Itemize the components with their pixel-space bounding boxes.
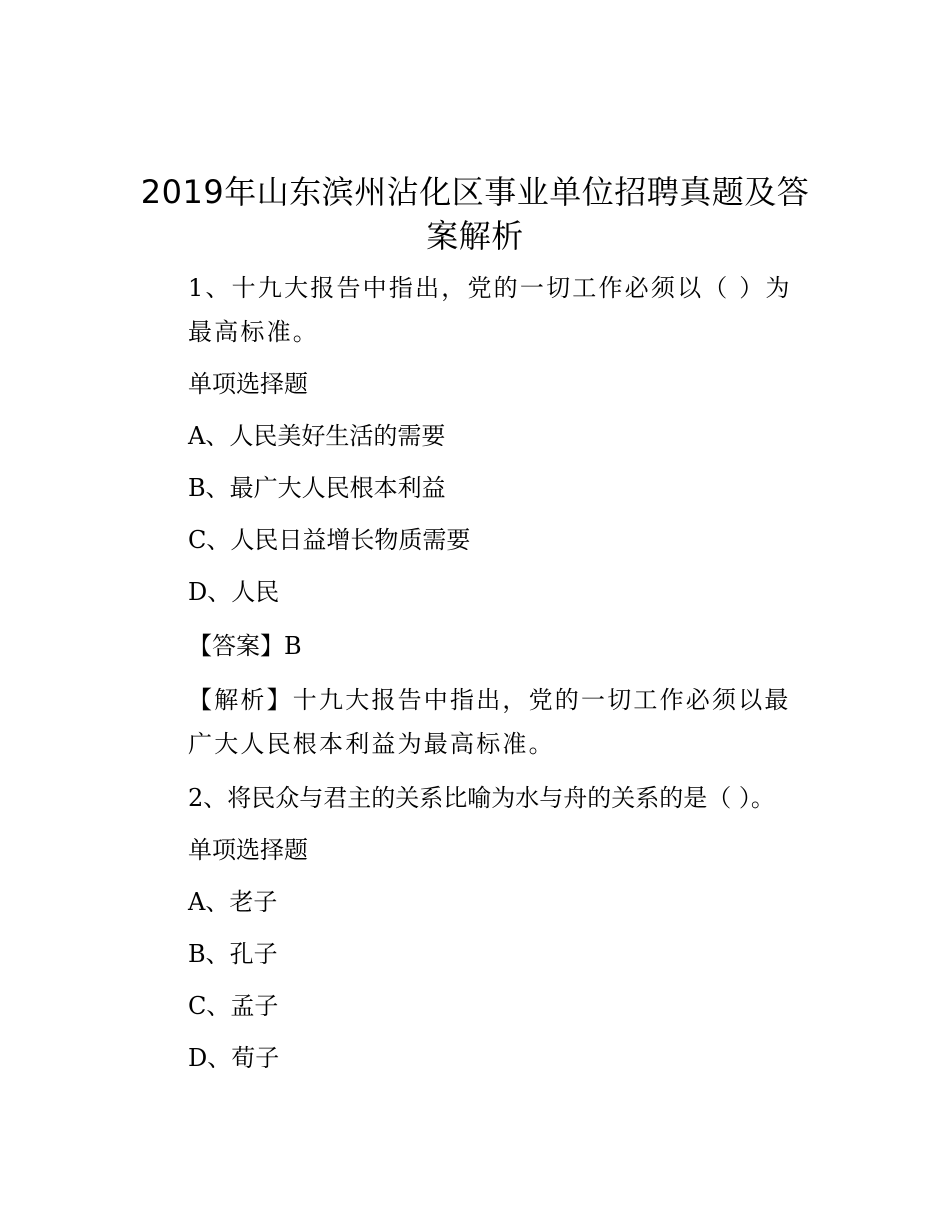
question-2-option-c: C、孟子 (188, 992, 279, 1020)
question-2-option-b: B、孔子 (188, 940, 278, 968)
question-1-option-c: C、人民日益增长物质需要 (188, 526, 471, 554)
document-title: 2019年山东滨州沾化区事业单位招聘真题及答案解析 (140, 173, 810, 255)
question-1-answer: 【答案】B (188, 632, 302, 660)
question-2-option-d: D、荀子 (188, 1044, 280, 1072)
question-2-stem: 2、将民众与君主的关系比喻为水与舟的关系的是（ ）。 (188, 784, 775, 812)
question-1-option-a: A、人民美好生活的需要 (188, 422, 446, 450)
question-1-option-d: D、人民 (188, 578, 280, 606)
question-1-analysis: 【解析】十九大报告中指出，党的一切工作必须以最广大人民根本利益为最高标准。 (188, 686, 791, 758)
question-1-stem: 1、十九大报告中指出，党的一切工作必须以（ ）为最高标准。 (188, 274, 792, 346)
question-1-type: 单项选择题 (188, 370, 308, 398)
question-2-type: 单项选择题 (188, 836, 308, 864)
question-1-option-b: B、最广大人民根本利益 (188, 474, 446, 502)
question-2-option-a: A、老子 (188, 888, 278, 916)
